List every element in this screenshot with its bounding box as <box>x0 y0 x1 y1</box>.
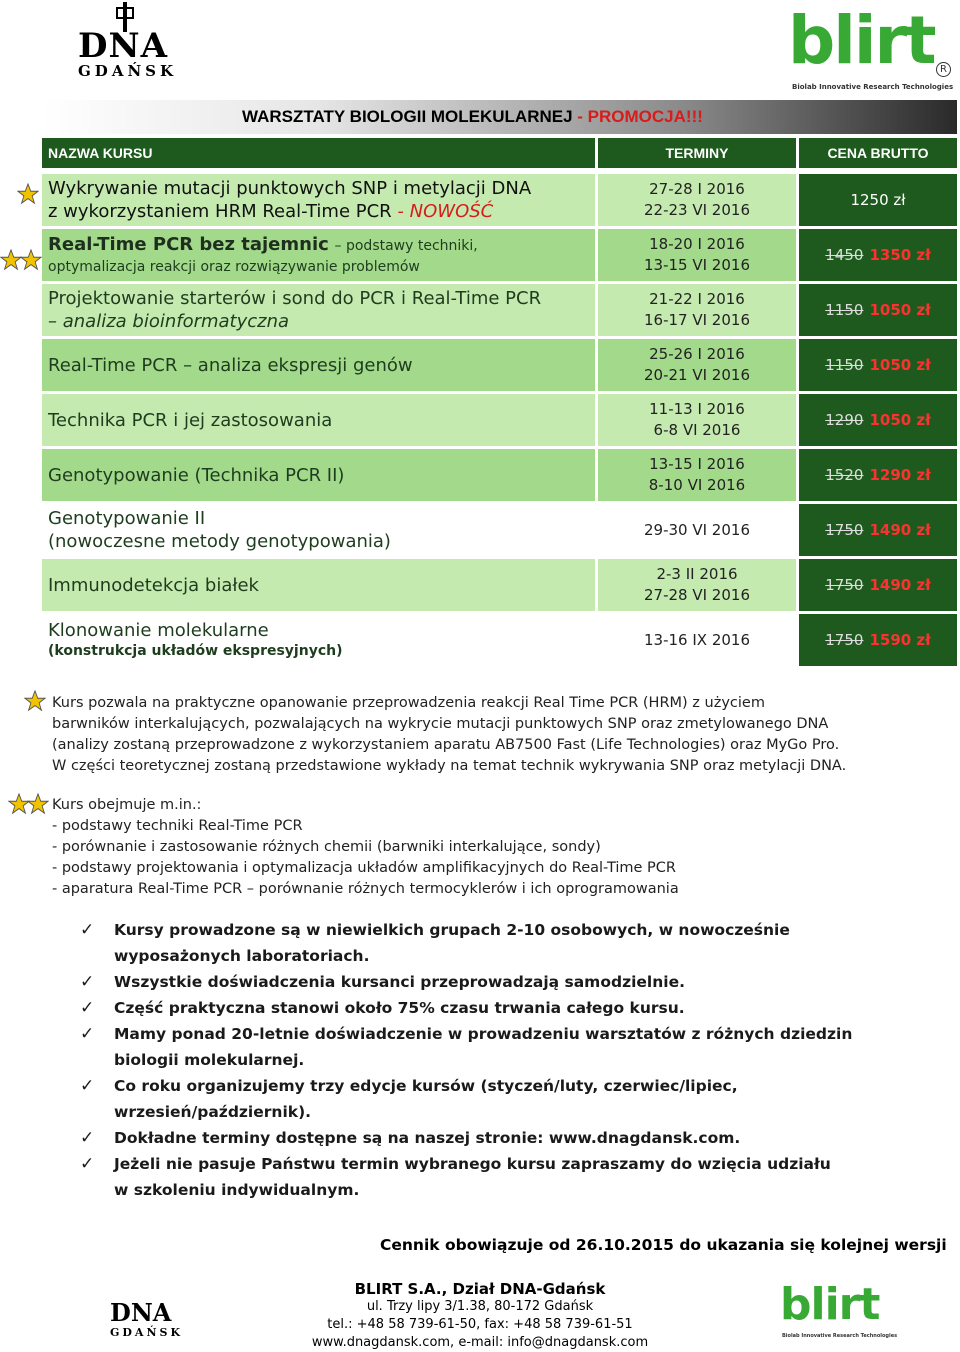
table-row <box>42 174 957 226</box>
gdansk-logo-text: GDAŃSK <box>110 1326 184 1339</box>
date-1: 29-30 VI 2016 <box>644 520 750 539</box>
blirt-logo-subtitle: Biolab Innovative Research Technologies <box>792 83 954 91</box>
date-1: 13-15 I 2016 <box>649 455 745 473</box>
course-name-line2: – analiza bioinformatyczna <box>48 311 290 332</box>
header-dates: TERMINY <box>598 138 796 168</box>
desc-line: - porównanie i zastosowanie różnych chemii (barwniki interkalujące, sondy) <box>52 839 601 855</box>
list-item-text: Część praktyczna stanowi około 75% czasu trwania całego kursu. <box>114 999 685 1017</box>
date-1: 2-3 II 2016 <box>656 565 738 583</box>
list-item-text: Jeżeli nie pasuje Państwu termin wybranego kursu zapraszamy do wzięcia udziału <box>114 1155 831 1173</box>
list-item-text: Wszystkie doświadczenia kursanci przeprowadzają samodzielnie. <box>114 973 685 991</box>
date-2: 8-10 VI 2016 <box>648 476 746 494</box>
new-price: 1350 zł <box>869 246 931 264</box>
blirt-logo-text: blirt <box>788 2 935 79</box>
date-2: 16-17 VI 2016 <box>644 311 750 329</box>
star-icon <box>27 793 49 815</box>
checkmark-icon: ✓ <box>80 998 95 1018</box>
checkmark-icon: ✓ <box>80 972 95 992</box>
course-name: Genotypowanie II <box>48 508 206 529</box>
old-price: 1520 <box>825 466 864 484</box>
desc-line: - podstawy techniki Real-Time PCR <box>52 818 303 834</box>
list-item-text: Kursy prowadzone są w niewielkich grupach 2-10 osobowych, w nowocześnie <box>114 921 790 939</box>
old-price: 1150 <box>825 301 864 319</box>
checkmark-icon: ✓ <box>80 920 95 940</box>
header-price: CENA BRUTTO <box>799 138 957 168</box>
course-name-line2: (konstrukcja układów ekspresyjnych) <box>48 643 343 659</box>
date-2: 22-23 VI 2016 <box>644 201 750 219</box>
table-row <box>42 559 957 611</box>
course-name: Projektowanie starterów i sond do PCR i Real-Time PCR <box>48 288 542 309</box>
desc-line: - aparatura Real-Time PCR – porównanie różnych termocyklerów i ich oprogramowania <box>52 881 679 897</box>
header-course-name: NAZWA KURSU <box>42 138 595 168</box>
star-icon <box>17 183 39 205</box>
footer-blirt-logo <box>780 1279 900 1345</box>
desc-line: Kurs pozwala na praktyczne opanowanie przeprowadzenia reakcji Real Time PCR (HRM) z użyciem <box>52 695 765 711</box>
desc-line: barwników interkalujących, pozwalających na wykrycie mutacji punktowych SNP oraz zmetylowanego DNA <box>52 716 829 732</box>
blirt-logo-subtitle: Biolab Innovative Research Technologies <box>782 1333 898 1339</box>
desc-line: - podstawy projektowania i optymalizacja układów amplifikacyjnych do Real-Time PCR <box>52 860 676 876</box>
features-list <box>80 917 940 1203</box>
course-name: Real-Time PCR bez tajemnic <box>48 234 329 255</box>
course-name-cell <box>42 284 595 336</box>
old-price: 1750 <box>825 521 864 539</box>
table-row <box>42 229 957 281</box>
checkmark-icon: ✓ <box>80 1024 95 1044</box>
web-email[interactable]: www.dnagdansk.com, e-mail: info@dnagdansk.com <box>311 1335 649 1350</box>
price-cell <box>799 614 957 666</box>
old-price: 1290 <box>825 411 864 429</box>
course-name: Real-Time PCR – analiza ekspresji genów <box>48 354 413 376</box>
date-1: 11-13 I 2016 <box>649 400 745 418</box>
course-description-realtime <box>52 795 952 900</box>
table-row <box>42 339 957 391</box>
title-main: WARSZTATY BIOLOGII MOLEKULARNEJ <box>242 107 573 126</box>
dates-cell <box>598 174 796 226</box>
list-item <box>80 969 940 995</box>
phone-fax: tel.: +48 58 739-61-50, fax: +48 58 739-61-51 <box>327 1317 633 1332</box>
list-item <box>80 1151 940 1203</box>
course-name-cell <box>42 449 595 501</box>
price-cell <box>799 504 957 556</box>
table-row <box>42 284 957 336</box>
date-2: 13-15 VI 2016 <box>644 256 750 274</box>
list-item-text: wrzesień/październik). <box>114 1103 312 1121</box>
price-cell <box>799 339 957 391</box>
dates-cell <box>598 449 796 501</box>
gdansk-logo-text: GDAŃSK <box>78 62 178 80</box>
table-row <box>42 504 957 556</box>
list-item <box>80 1125 940 1151</box>
star-icon <box>24 690 46 712</box>
dates-cell <box>598 614 796 666</box>
dates-cell <box>598 229 796 281</box>
new-price: 1050 zł <box>869 356 931 374</box>
list-item-text: wyposażonych laboratoriach. <box>114 947 370 965</box>
course-name-suffix: – podstawy techniki, <box>334 238 478 254</box>
list-item <box>80 995 940 1021</box>
old-price: 1750 <box>825 631 864 649</box>
new-price: 1490 zł <box>869 576 931 594</box>
course-name-cell <box>42 229 595 281</box>
new-price: 1590 zł <box>869 631 931 649</box>
new-price: 1050 zł <box>869 301 931 319</box>
course-name-cell <box>42 174 595 226</box>
course-name: Immunodetekcja białek <box>48 574 259 596</box>
checkmark-icon: ✓ <box>80 1128 95 1148</box>
desc-line: (analizy zostaną przeprowadzone z wykorzystaniem aparatu AB7500 Fast (Life Technologies) oraz MyGo Pro. <box>52 737 840 753</box>
course-name: Wykrywanie mutacji punktowych SNP i metylacji DNA <box>48 178 532 199</box>
old-price: 1450 <box>825 246 864 264</box>
blirt-logo-text: blirt <box>780 1279 880 1330</box>
list-item-text: Mamy ponad 20-letnie doświadczenie w prowadzeniu warsztatów z różnych dziedzin <box>114 1025 853 1043</box>
star-icon <box>0 249 22 271</box>
course-name-line2: optymalizacja reakcji oraz rozwiązywanie problemów <box>48 259 420 275</box>
course-name-line2: z wykorzystaniem HRM Real-Time PCR <box>48 201 392 222</box>
date-1: 18-20 I 2016 <box>649 235 745 253</box>
dates-cell <box>598 504 796 556</box>
dna-logo-text: DNA <box>78 26 168 66</box>
table-row <box>42 394 957 446</box>
date-2: 27-28 VI 2016 <box>644 586 750 604</box>
dates-cell <box>598 559 796 611</box>
course-name-cell <box>42 394 595 446</box>
course-description-hrm <box>52 693 952 777</box>
price-cell <box>799 394 957 446</box>
dates-cell <box>598 339 796 391</box>
checkmark-icon: ✓ <box>80 1076 95 1096</box>
title-bar <box>42 100 957 134</box>
star-icon <box>20 249 42 271</box>
date-2: 6-8 VI 2016 <box>653 421 741 439</box>
date-1: 25-26 I 2016 <box>649 345 745 363</box>
list-item <box>80 1073 940 1125</box>
address: ul. Trzy lipy 3/1.38, 80-172 Gdańsk <box>366 1299 594 1314</box>
list-item-text: Dokładne terminy dostępne są na naszej stronie: www.dnagdansk.com. <box>114 1129 741 1147</box>
new-price: 1050 zł <box>869 411 931 429</box>
table-row <box>42 614 957 666</box>
course-name-line2: (nowoczesne metody genotypowania) <box>48 531 391 552</box>
list-item-text: w szkoleniu indywidualnym. <box>114 1181 360 1199</box>
price-cell <box>799 559 957 611</box>
course-name: Genotypowanie (Technika PCR II) <box>48 464 345 486</box>
date-1: 13-16 IX 2016 <box>644 630 750 649</box>
blirt-logo <box>788 2 956 95</box>
title-promo: - PROMOCJA!!! <box>572 107 703 126</box>
dates-cell <box>598 394 796 446</box>
footer-contact <box>290 1280 670 1352</box>
dates-cell <box>598 284 796 336</box>
price-cell <box>799 174 957 226</box>
footer-dna-logo <box>110 1290 190 1345</box>
list-item-text: Co roku organizujemy trzy edycje kursów (styczeń/luty, czerwiec/lipiec, <box>114 1077 738 1095</box>
list-item <box>80 1021 940 1073</box>
new-price: 1290 zł <box>869 466 931 484</box>
checkmark-icon: ✓ <box>80 1154 95 1174</box>
dna-gdansk-logo <box>70 0 190 90</box>
new-price: 1490 zł <box>869 521 931 539</box>
course-name: Technika PCR i jej zastosowania <box>48 409 333 431</box>
price-cell <box>799 449 957 501</box>
desc-line: Kurs obejmuje m.in.: <box>52 797 202 813</box>
course-name-cell <box>42 559 595 611</box>
price-cell <box>799 229 957 281</box>
table-row <box>42 449 957 501</box>
course-name-cell <box>42 504 595 556</box>
course-name-cell <box>42 614 595 666</box>
date-2: 20-21 VI 2016 <box>644 366 750 384</box>
price-cell <box>799 284 957 336</box>
new-badge: - NOWOŚĆ <box>397 201 494 222</box>
list-item-text: biologii molekularnej. <box>114 1051 305 1069</box>
price: 1250 zł <box>850 191 906 209</box>
date-1: 27-28 I 2016 <box>649 180 745 198</box>
registered-mark: R <box>936 62 951 77</box>
old-price: 1150 <box>825 356 864 374</box>
pricelist-validity-note: Cennik obowiązuje od 26.10.2015 do ukazania się kolejnej wersji <box>380 1236 947 1254</box>
date-1: 21-22 I 2016 <box>649 290 745 308</box>
company-name: BLIRT S.A., Dział DNA-Gdańsk <box>354 1280 606 1298</box>
dna-logo-text: DNA <box>110 1298 172 1327</box>
list-item <box>80 917 940 969</box>
page-title <box>242 107 703 127</box>
old-price: 1750 <box>825 576 864 594</box>
course-name-cell <box>42 339 595 391</box>
course-name: Klonowanie molekularne <box>48 620 269 641</box>
desc-line: W części teoretycznej zostaną przedstawione wykłady na temat technik wykrywania SNP oraz metylacji DNA. <box>52 758 847 774</box>
